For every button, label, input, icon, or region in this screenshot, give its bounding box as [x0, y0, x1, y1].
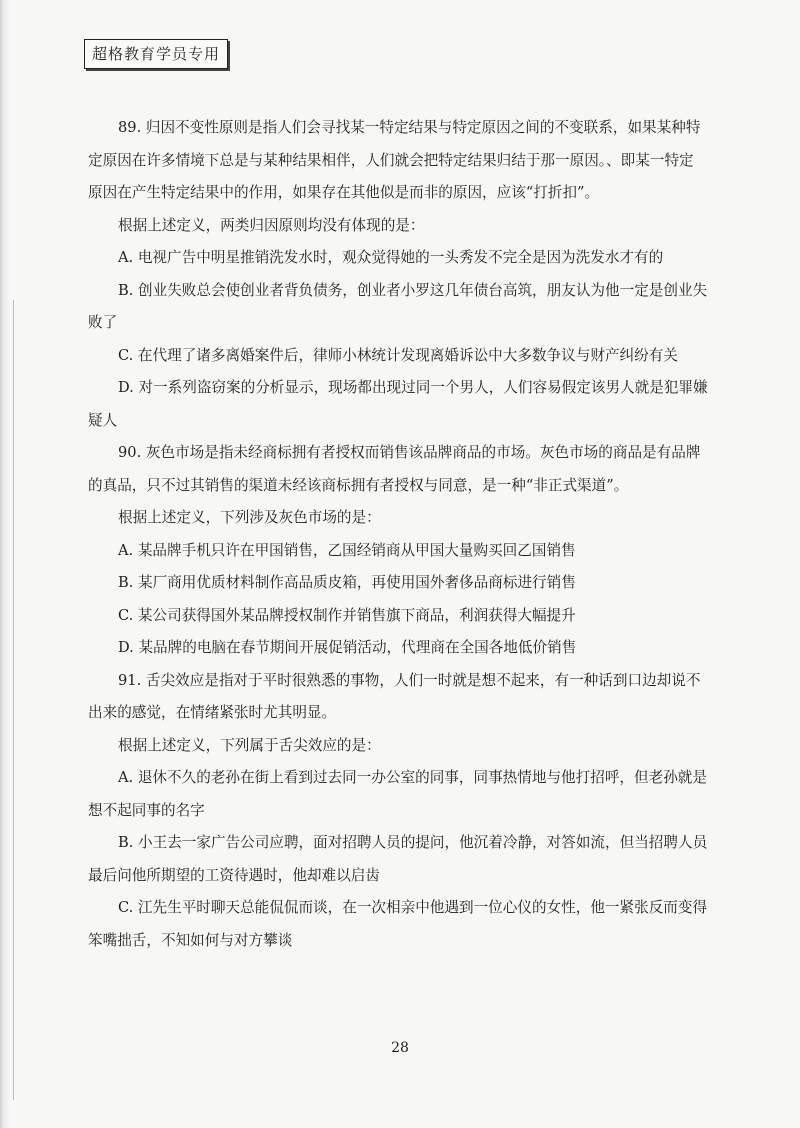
question-89 [88, 112, 708, 437]
question-91-option-a: A. 退休不久的老孙在街上看到过去同一办公室的同事，同事热情地与他打招呼，但老孙就是想不起同事的名字 [88, 769, 707, 819]
question-91-stem: 91. 舌尖效应是指对于平时很熟悉的事物，人们一时就是想不起来，有一种话到口边却说不出来的感觉，在情绪紧张时尤其明显。 [88, 671, 701, 721]
page-number: 28 [391, 1040, 409, 1056]
binding-line [13, 300, 14, 1100]
question-91-option-c: C. 江先生平时聊天总能侃侃而谈，在一次相亲中他遇到一位心仪的女性，他一紧张反而变得笨嘴拙舌，不知如何与对方攀谈 [88, 899, 708, 949]
question-90-prompt: 根据上述定义，下列涉及灰色市场的是： [118, 509, 381, 526]
header-label-box [84, 39, 228, 69]
question-90-stem: 90. 灰色市场是指未经商标拥有者授权而销售该品牌商品的市场。灰色市场的商品是有品牌的真品，只不过其销售的渠道未经该商标拥有者授权与同意，是一种“非正式渠道”。 [88, 444, 701, 494]
question-91 [88, 665, 708, 958]
question-91-prompt: 根据上述定义，下列属于舌尖效应的是： [118, 736, 381, 754]
question-90-option-c: C. 某公司获得国外某品牌授权制作并销售旗下商品，利润获得大幅提升 [118, 606, 576, 624]
question-89-option-b: B. 创业失败总会使创业者背负债务，创业者小罗这几年债台高筑，朋友认为他一定是创业失败了 [88, 281, 708, 331]
question-89-option-c: C. 在代理了诸多离婚案件后，律师小林统计发现离婚诉讼中大多数争议与财产纠纷有关 [118, 346, 678, 364]
question-89-option-d: D. 对一系列盗窃案的分析显示，现场都出现过同一个男人，人们容易假定该男人就是犯罪嫌疑人 [88, 379, 708, 429]
question-90-option-d: D. 某品牌的电脑在春节期间开展促销活动，代理商在全国各地低价销售 [118, 639, 577, 656]
question-89-stem: 89. 归因不变性原则是指人们会寻找某一特定结果与特定原因之间的不变联系，如果某种特定原因在许多情境下总是与某种结果相伴，人们就会把特定结果归结于那一原因。、即某一特定原因在产生特定结果中的作用，如果存在其他似是而非的原因，应该“打折扣”。 [88, 119, 701, 201]
scan-edge-shadow [0, 0, 10, 1128]
question-90-option-b: B. 某厂商用优质材料制作高品质皮箱，再使用国外奢侈品商标进行销售 [118, 574, 576, 591]
question-90-option-a: A. 某品牌手机只许在甲国销售，乙国经销商从甲国大量购买回乙国销售 [118, 541, 576, 559]
question-91-option-b: B. 小王去一家广告公司应聘，面对招聘人员的提问，他沉着冷静，对答如流，但当招聘人员最后问他所期望的工资待遇时，他却难以启齿 [88, 834, 708, 884]
header-label: 超格教育学员专用 [92, 45, 221, 63]
question-90 [88, 437, 708, 665]
page-content [88, 112, 708, 957]
question-89-option-a: A. 电视广告中明星推销洗发水时，观众觉得她的一头秀发不完全是因为洗发水才有的 [118, 249, 664, 266]
question-89-prompt: 根据上述定义，两类归因原则均没有体现的是： [118, 216, 425, 234]
